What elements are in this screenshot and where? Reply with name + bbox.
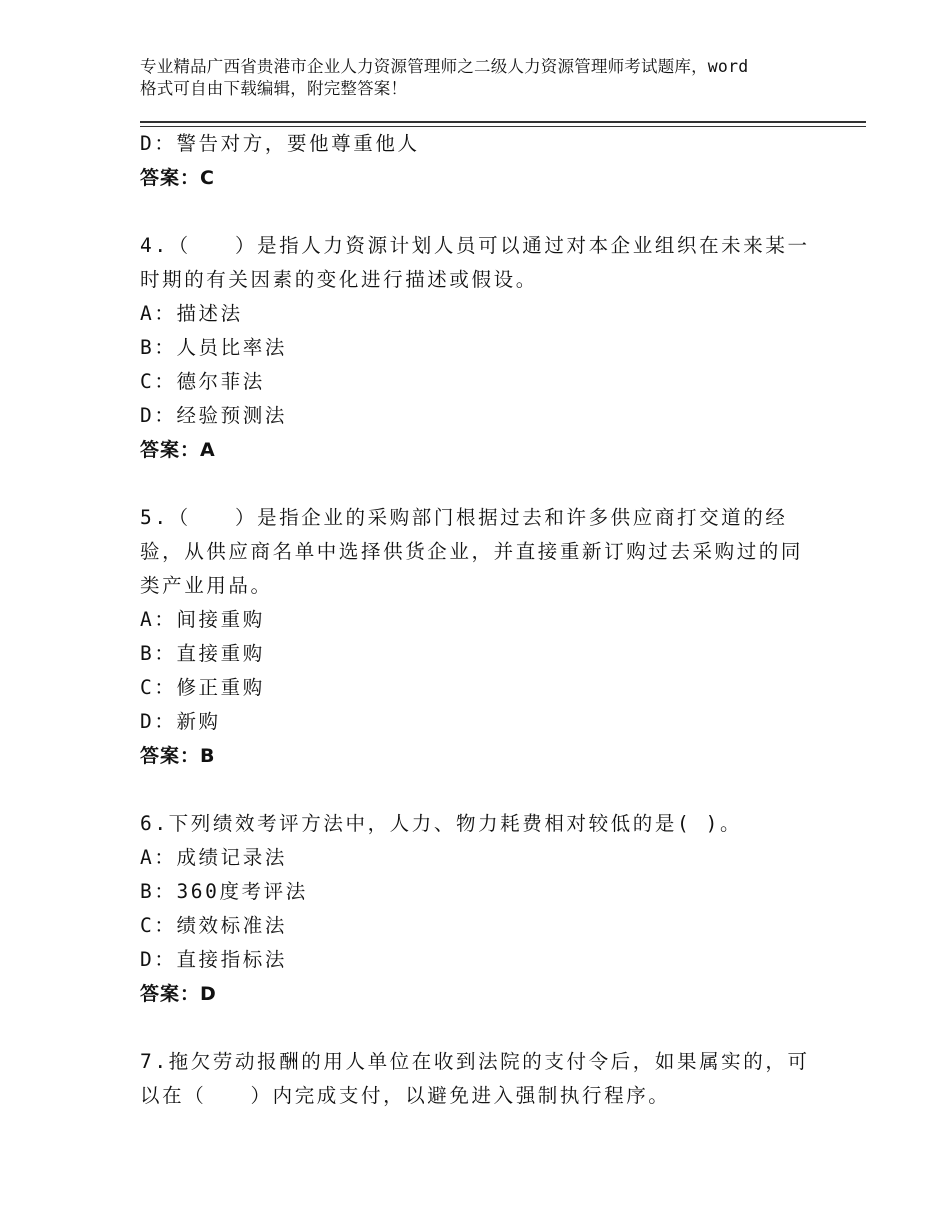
option-d: D：新购 xyxy=(140,710,221,733)
answer-label: 答案：B xyxy=(140,745,216,767)
option-b: B：直接重购 xyxy=(140,642,265,665)
option-d: D：警告对方，要他尊重他人 xyxy=(140,132,420,155)
question-stem-line: 以在（ ）内完成支付，以避免进入强制执行程序。 xyxy=(140,1084,671,1107)
question-stem-line: 类产业用品。 xyxy=(140,574,273,597)
answer-label: 答案：D xyxy=(140,983,217,1005)
question-3-tail xyxy=(140,127,800,195)
question-stem-line: 4.（ ）是指人力资源计划人员可以通过对本企业组织在未来某一 xyxy=(140,234,810,257)
header-title-line-2: 格式可自由下载编辑，附完整答案！ xyxy=(140,79,408,98)
answer-label: 答案：C xyxy=(140,167,215,189)
question-stem-line: 6.下列绩效考评方法中，人力、物力耗费相对较低的是( )。 xyxy=(140,812,743,835)
question-5 xyxy=(140,501,804,773)
header-title-line-1: 专业精品广西省贵港市企业人力资源管理师之二级人力资源管理师考试题库，word xyxy=(140,57,749,76)
question-6 xyxy=(140,807,800,1011)
question-4 xyxy=(140,229,810,467)
option-a: A：成绩记录法 xyxy=(140,846,287,869)
header-divider xyxy=(140,121,866,123)
spacer xyxy=(140,773,800,807)
question-list xyxy=(140,127,810,1113)
answer-label: 答案：A xyxy=(140,439,216,461)
option-c: C：绩效标准法 xyxy=(140,914,287,937)
option-b: B：人员比率法 xyxy=(140,336,287,359)
option-c: C：修正重购 xyxy=(140,676,265,699)
option-c: C：德尔菲法 xyxy=(140,370,265,393)
spacer xyxy=(140,1011,800,1045)
option-a: A：间接重购 xyxy=(140,608,265,631)
option-a: A：描述法 xyxy=(140,302,243,325)
question-stem-line: 验，从供应商名单中选择供货企业，并直接重新订购过去采购过的同 xyxy=(140,540,804,563)
question-stem-line: 5.（ ）是指企业的采购部门根据过去和许多供应商打交道的经 xyxy=(140,506,788,529)
spacer xyxy=(140,195,800,229)
question-stem-line: 7.拖欠劳动报酬的用人单位在收到法院的支付令后，如果属实的，可 xyxy=(140,1050,810,1073)
option-d: D：直接指标法 xyxy=(140,948,287,971)
question-stem-line: 时期的有关因素的变化进行描述或假设。 xyxy=(140,268,538,291)
spacer xyxy=(140,467,800,501)
option-b: B：360度考评法 xyxy=(140,880,308,903)
document-header xyxy=(140,56,840,100)
option-d: D：经验预测法 xyxy=(140,404,287,427)
question-7 xyxy=(140,1045,810,1113)
